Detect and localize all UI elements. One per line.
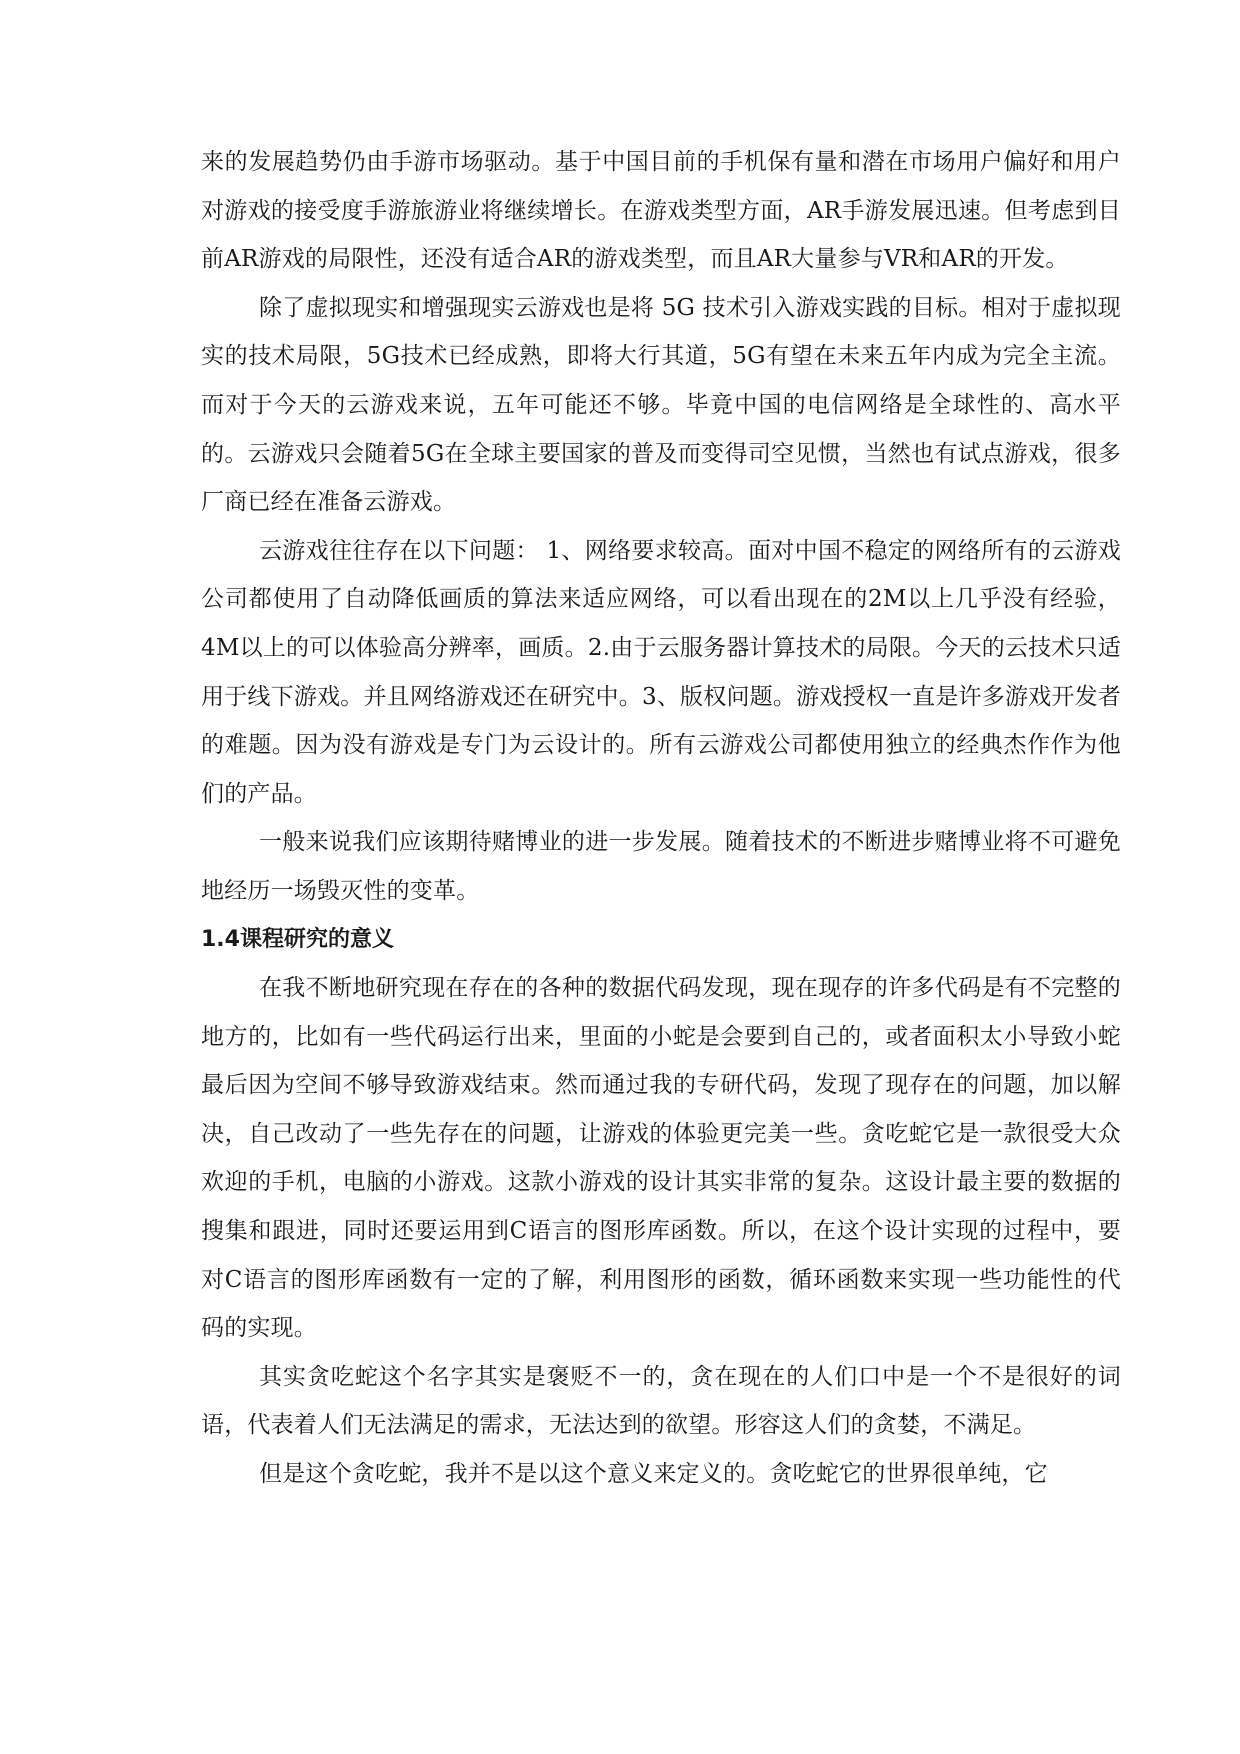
paragraph-cloud-gaming-5g: 除了虚拟现实和增强现实云游戏也是将 5G 技术引入游戏实践的目标。相对于虚拟现实的技术局限，5G技术已经成熟，即将大行其道，5G有望在未来五年内成为完全主流。而对于今天的云游戏来说，五年可能还不够。毕竟中国的电信网络是全球性的、高水平的。云游戏只会随着5G在全球主要国家的普及而变得司空见惯，当然也有试点游戏，很多厂商已经在准备云游戏。 — [201, 294, 1121, 516]
paragraph-industry-outlook: 一般来说我们应该期待赌博业的进一步发展。随着技术的不断进步赌博业将不可避免地经历一场毁灭性的变革。 — [201, 829, 1121, 904]
paragraph-name-meaning: 其实贪吃蛇这个名字其实是褒贬不一的，贪在现在的人们口中是一个不是很好的词语，代表着人们无法满足的需求，无法达到的欲望。形容这人们的贪婪，不满足。 — [201, 1363, 1121, 1439]
paragraph-research-motivation: 在我不断地研究现在存在的各种的数据代码发现，现在现存的许多代码是有不完整的地方的，比如有一些代码运行出来，里面的小蛇是会要到自己的，或者面积太小导致小蛇最后因为空间不够导致游戏结束。然而通过我的专研代码，发现了现存在的问题，加以解决，自己改动了一些先存在的问题，让游戏的体验更完美一些。贪吃蛇它是一款很受大众欢迎的手机，电脑的小游戏。这款小游戏的设计其实非常的复杂。这设计最主要的数据的搜集和跟进，同时还要运用到C语言的图形库函数。所以，在这个设计实现的过程中，要对C语言的图形库函数有一定的了解，利用图形的函数，循环函数来实现一些功能性的代码的实现。 — [201, 975, 1121, 1342]
section-heading: 1.4课程研究的意义 — [201, 926, 394, 952]
paragraph-cloud-gaming-problems: 云游戏往往存在以下问题： 1、网络要求较高。面对中国不稳定的网络所有的云游戏公司都使用了自动降低画质的算法来适应网络，可以看出现在的2M以上几乎没有经验，4M以上的可以体验高分辨率，画质。2.由于云服务器计算技术的局限。今天的云技术只适用于线下游戏。并且网络游戏还在研究中。3、版权问题。游戏授权一直是许多游戏开发者的难题。因为没有游戏是专门为云设计的。所有云游戏公司都使用独立的经典杰作作为他们的产品。 — [201, 537, 1121, 807]
paragraph-snake-world: 但是这个贪吃蛇，我并不是以这个意义来定义的。贪吃蛇它的世界很单纯，它 — [259, 1461, 1048, 1488]
document-body — [201, 138, 1121, 1499]
paragraph-ar-trends: 来的发展趋势仍由手游市场驱动。基于中国目前的手机保有量和潜在市场用户偏好和用户对游戏的接受度手游旅游业将继续增长。在游戏类型方面，AR手游发展迅速。但考虑到目前AR游戏的局限性，还没有适合AR的游戏类型，而且AR大量参与VR和AR的开发。 — [201, 149, 1121, 273]
